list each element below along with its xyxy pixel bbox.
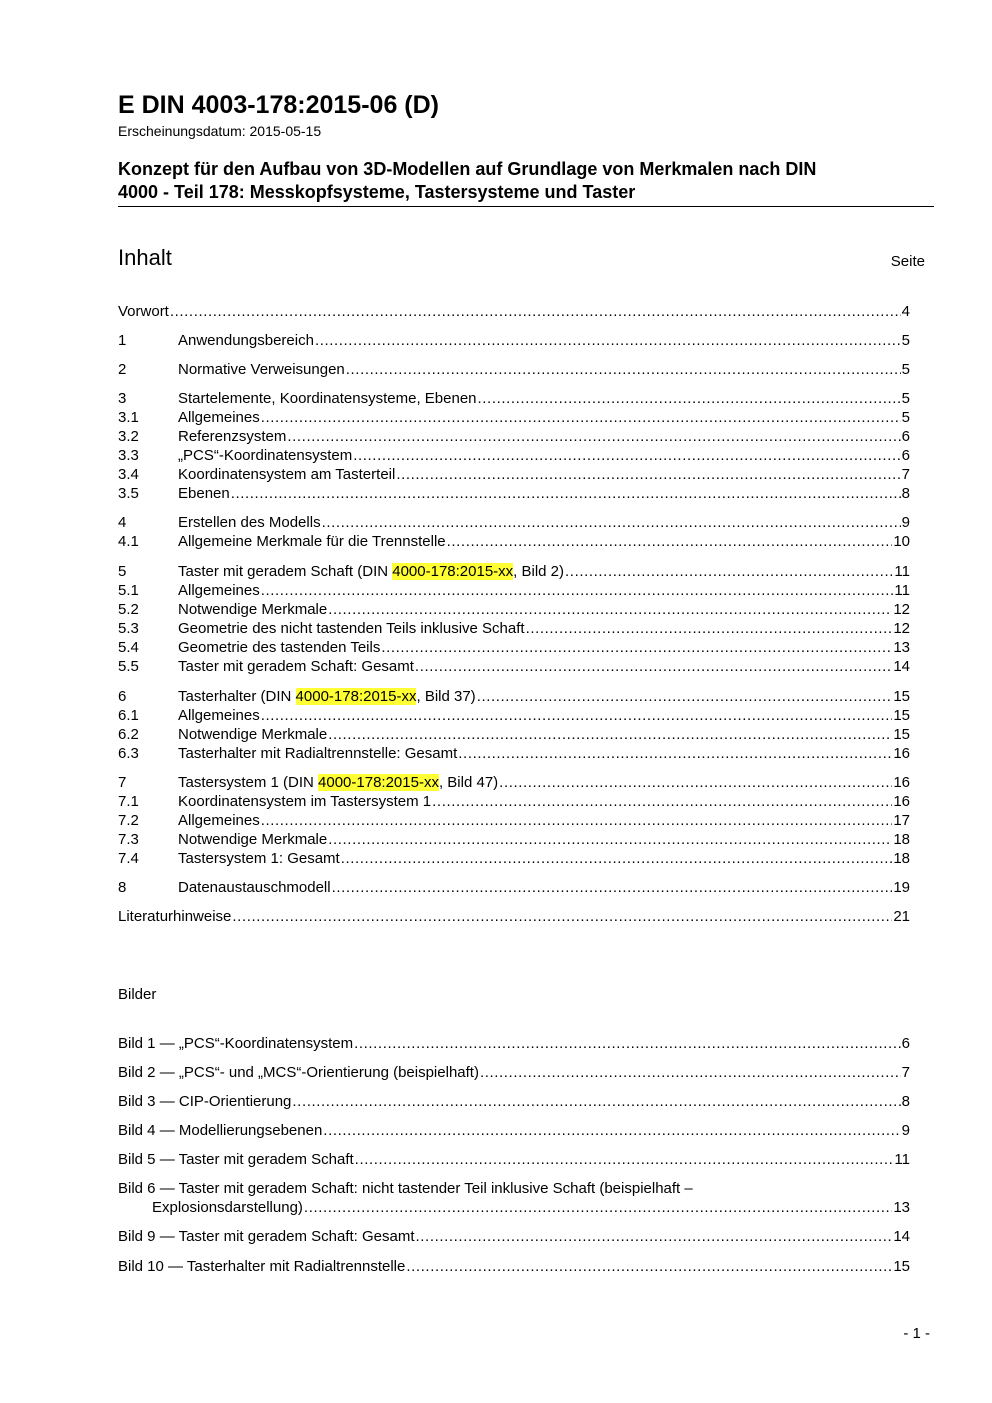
toc-entry-number: 7: [118, 774, 127, 791]
figure-entry-page: 15: [893, 1258, 910, 1275]
toc-entry-page: 12: [893, 601, 910, 618]
dot-leader: [478, 389, 901, 408]
dot-leader: [261, 581, 894, 600]
document-title: [118, 158, 934, 204]
toc-heading: Inhalt: [118, 245, 172, 270]
toc-entry[interactable]: [118, 446, 910, 465]
figure-entry-title: Bild 2 — „PCS“- und „MCS“-Orientierung (beispielhaft): [118, 1064, 479, 1081]
toc-entry-title-prefix: Tastersystem 1 (DIN: [178, 774, 319, 791]
figure-entry-title: Bild 3 — CIP-Orientierung: [118, 1093, 292, 1110]
toc-entry-title: Allgemeines: [178, 582, 260, 599]
figure-entry-page: 8: [901, 1093, 910, 1110]
toc-entry-page: 18: [893, 831, 910, 848]
toc-entry-title: Datenaustauschmodell: [178, 879, 331, 896]
toc-entry-page: 14: [893, 658, 910, 675]
toc-entry-number: 6.2: [118, 726, 139, 743]
toc-entry-page: 7: [901, 466, 910, 483]
toc-entry-number: 7.4: [118, 850, 139, 867]
toc-entry-page: 6: [901, 428, 910, 445]
toc-entry-page: 10: [893, 533, 910, 550]
dot-leader: [447, 532, 893, 551]
toc-entry[interactable]: [118, 792, 910, 811]
toc-entry-number: 5: [118, 563, 127, 580]
dot-leader: [458, 744, 892, 763]
toc-entry-number: 3.4: [118, 466, 139, 483]
toc-entry[interactable]: [118, 878, 910, 897]
dot-leader: [416, 1227, 893, 1246]
figure-entry-page: 14: [893, 1228, 910, 1245]
toc-entry-title: Geometrie des nicht tastenden Teils inklusive Schaft: [178, 620, 525, 637]
toc-entry[interactable]: [118, 830, 910, 849]
toc-entry[interactable]: [118, 849, 910, 868]
figure-entry[interactable]: [118, 1198, 910, 1217]
dot-leader: [292, 1092, 900, 1111]
figure-entry-title: Bild 5 — Taster mit geradem Schaft: [118, 1151, 354, 1168]
toc-entry[interactable]: [118, 360, 910, 379]
dot-leader: [432, 792, 892, 811]
dot-leader: [287, 427, 900, 446]
toc-entry-number: 4.1: [118, 533, 139, 550]
toc-entry-number: 8: [118, 879, 127, 896]
toc-entry-number: 7.1: [118, 793, 139, 810]
toc-entry-title: Erstellen des Modells: [178, 514, 321, 531]
dot-leader: [355, 1150, 894, 1169]
toc-entry-title: Koordinatensystem am Tasterteil: [178, 466, 396, 483]
toc-entry-title-prefix: Tasterhalter (DIN: [178, 688, 296, 705]
toc-entry[interactable]: [118, 302, 910, 321]
figure-entry-page: 7: [901, 1064, 910, 1081]
toc-entry-number: 2: [118, 361, 127, 378]
toc-entry-title: Vorwort: [118, 303, 169, 320]
toc-entry-number: 6.1: [118, 707, 139, 724]
toc-entry-title-suffix: , Bild 47): [438, 774, 499, 791]
page-number: - 1 -: [903, 1325, 930, 1342]
highlighted-reference: 4000-178:2015-xx: [392, 563, 514, 580]
toc-entry-number: 6.3: [118, 745, 139, 762]
toc-entry[interactable]: [118, 638, 910, 657]
toc-entry-number: 1: [118, 332, 127, 349]
toc-entry-page: 4: [901, 303, 910, 320]
dot-leader: [415, 657, 892, 676]
figure-entry[interactable]: [118, 1121, 910, 1140]
toc-entry-title: [178, 773, 498, 792]
toc-entry[interactable]: [118, 465, 910, 484]
toc-entry[interactable]: [118, 706, 910, 725]
highlighted-reference: 4000-178:2015-xx: [318, 774, 439, 791]
toc-entry-page: 19: [893, 879, 910, 896]
dot-leader: [328, 725, 892, 744]
dot-leader: [261, 811, 893, 830]
toc-entry-title: Koordinatensystem im Tastersystem 1: [178, 793, 432, 810]
dot-leader: [341, 849, 893, 868]
figure-entry[interactable]: [118, 1092, 910, 1111]
dot-leader: [261, 408, 901, 427]
figure-entry[interactable]: [118, 1063, 910, 1082]
toc-entry-page: 11: [894, 582, 910, 599]
toc-entry-title: Notwendige Merkmale: [178, 601, 328, 618]
toc-entry[interactable]: [118, 725, 910, 744]
toc-entry-title: Startelemente, Koordinatensysteme, Ebenen: [178, 390, 477, 407]
toc-page-column-label: Seite: [890, 253, 925, 270]
toc-entry[interactable]: [118, 744, 910, 763]
toc-entry-number: 5.4: [118, 639, 139, 656]
toc-entry-number: 7.3: [118, 831, 139, 848]
toc-entry[interactable]: [118, 484, 910, 503]
toc-entry-number: 5.5: [118, 658, 139, 675]
dot-leader: [232, 907, 892, 926]
figure-entry-title: Bild 9 — Taster mit geradem Schaft: Gesamt: [118, 1228, 415, 1245]
dot-leader: [323, 1121, 900, 1140]
header-divider: [118, 206, 934, 207]
toc-entry-title: Allgemeines: [178, 707, 260, 724]
toc-entry-title: Tasterhalter mit Radialtrennstelle: Gesamt: [178, 745, 458, 762]
toc-entry-title: [178, 562, 564, 581]
figure-entry-title: Bild 4 — Modellierungsebenen: [118, 1122, 323, 1139]
dot-leader: [477, 687, 893, 706]
toc-entry[interactable]: [118, 619, 910, 638]
toc-entry[interactable]: [118, 408, 910, 427]
toc-entry-title: Allgemeines: [178, 812, 260, 829]
toc-entry-title: Geometrie des tastenden Teils: [178, 639, 381, 656]
toc-entry[interactable]: [118, 657, 910, 676]
toc-entry-page: 5: [901, 332, 910, 349]
toc-entry-page: 5: [901, 409, 910, 426]
figure-entry-page: 13: [893, 1199, 910, 1216]
toc-entry[interactable]: [118, 513, 910, 532]
toc-entry-page: 17: [893, 812, 910, 829]
toc-entry[interactable]: [118, 600, 910, 619]
dot-leader: [499, 773, 892, 792]
toc-entry-number: 3.3: [118, 447, 139, 464]
figure-entry-page: 6: [901, 1035, 910, 1052]
dot-leader: [315, 331, 901, 350]
figure-entry-title-continued: Explosionsdarstellung): [152, 1199, 303, 1216]
toc-entry-number: 5.1: [118, 582, 139, 599]
toc-entry-page: 8: [901, 485, 910, 502]
figure-entry[interactable]: [118, 1257, 910, 1276]
toc-entry[interactable]: [118, 427, 910, 446]
toc-entry-title: Ebenen: [178, 485, 230, 502]
toc-entry-title: „PCS“-Koordinatensystem: [178, 447, 353, 464]
publication-date: Erscheinungsdatum: 2015-05-15: [118, 123, 322, 139]
toc-entry-title: Tastersystem 1: Gesamt: [178, 850, 340, 867]
dot-leader: [526, 619, 893, 638]
toc-entry-page: 15: [893, 707, 910, 724]
dot-leader: [231, 484, 901, 503]
figure-entry-title[interactable]: Bild 6 — Taster mit geradem Schaft: nicht tastender Teil inklusive Schaft (beispielhaft –: [118, 1180, 693, 1197]
toc-entry-title: Referenzsystem: [178, 428, 287, 445]
document-id: E DIN 4003-178:2015-06 (D): [118, 91, 439, 119]
toc-entry-title: Notwendige Merkmale: [178, 726, 328, 743]
toc-entry-title: Taster mit geradem Schaft: Gesamt: [178, 658, 414, 675]
figure-entry[interactable]: [118, 1227, 910, 1246]
toc-entry-number: 3.1: [118, 409, 139, 426]
figure-entry-page: 9: [901, 1122, 910, 1139]
toc-entry-page: 9: [901, 514, 910, 531]
toc-entry[interactable]: [118, 811, 910, 830]
toc-entry-number: 7.2: [118, 812, 139, 829]
toc-entry[interactable]: [118, 687, 910, 706]
figure-entry[interactable]: [118, 1034, 910, 1053]
dot-leader: [322, 513, 901, 532]
dot-leader: [396, 465, 900, 484]
toc-entry-page: 18: [893, 850, 910, 867]
toc-entry-title: Normative Verweisungen: [178, 361, 345, 378]
toc-entry-page: 21: [893, 908, 910, 925]
dot-leader: [261, 706, 893, 725]
toc-entry-number: 4: [118, 514, 127, 531]
toc-entry-page: 13: [893, 639, 910, 656]
toc-entry-page: 5: [901, 361, 910, 378]
toc-entry-number: 3.5: [118, 485, 139, 502]
toc-entry-title-suffix: , Bild 2): [513, 563, 565, 580]
figure-entry-page: 11: [894, 1151, 910, 1168]
toc-entry-title: Literaturhinweise: [118, 908, 232, 925]
dot-leader: [354, 1034, 901, 1053]
toc-entry-page: 5: [901, 390, 910, 407]
dot-leader: [170, 302, 901, 321]
document-title-line1: Konzept für den Aufbau von 3D-Modellen auf Grundlage von Merkmalen nach DIN: [118, 159, 817, 179]
figure-entry-title: Bild 1 — „PCS“-Koordinatensystem: [118, 1035, 354, 1052]
dot-leader: [346, 360, 901, 379]
dot-leader: [406, 1257, 892, 1276]
toc-entry-number: 5.3: [118, 620, 139, 637]
toc-entry-title: Notwendige Merkmale: [178, 831, 328, 848]
document-header: [118, 90, 934, 204]
toc-entry[interactable]: [118, 773, 910, 792]
toc-entry[interactable]: [118, 331, 910, 350]
toc-entry-title: [178, 687, 476, 706]
toc-entry[interactable]: [118, 532, 910, 551]
toc-entry-page: 16: [893, 793, 910, 810]
dot-leader: [381, 638, 892, 657]
toc-entry[interactable]: [118, 389, 910, 408]
toc-entry-page: 11: [894, 563, 910, 580]
toc-entry-page: 16: [893, 745, 910, 762]
toc-entry-title: Allgemeines: [178, 409, 260, 426]
toc-entry-page: 12: [893, 620, 910, 637]
figures-heading: Bilder: [118, 986, 157, 1003]
toc-entry[interactable]: [118, 907, 910, 926]
toc-entry-number: 5.2: [118, 601, 139, 618]
toc-entry-number: 3.2: [118, 428, 139, 445]
toc-entry-page: 15: [893, 726, 910, 743]
toc-entry-number: 6: [118, 688, 127, 705]
toc-entry-title-suffix: , Bild 37): [416, 688, 476, 705]
document-title-line2: 4000 - Teil 178: Messkopfsysteme, Tastersysteme und Taster: [118, 182, 636, 202]
dot-leader: [332, 878, 893, 897]
dot-leader: [480, 1063, 901, 1082]
dot-leader: [304, 1198, 892, 1217]
highlighted-reference: 4000-178:2015-xx: [295, 688, 417, 705]
figure-entry-title: Bild 10 — Tasterhalter mit Radialtrennstelle: [118, 1258, 406, 1275]
toc-entry-title: Allgemeine Merkmale für die Trennstelle: [178, 533, 446, 550]
toc-entry[interactable]: [118, 562, 910, 581]
dot-leader: [328, 830, 892, 849]
toc-entry-page: 15: [893, 688, 910, 705]
toc-entry-number: 3: [118, 390, 127, 407]
figure-entry[interactable]: [118, 1150, 910, 1169]
toc-entry[interactable]: [118, 581, 910, 600]
toc-entry-title: Anwendungsbereich: [178, 332, 314, 349]
dot-leader: [353, 446, 900, 465]
toc-entry-page: 16: [893, 774, 910, 791]
toc-entry-title-prefix: Taster mit geradem Schaft (DIN: [178, 563, 393, 580]
dot-leader: [328, 600, 892, 619]
dot-leader: [565, 562, 893, 581]
toc-entry-page: 6: [901, 447, 910, 464]
